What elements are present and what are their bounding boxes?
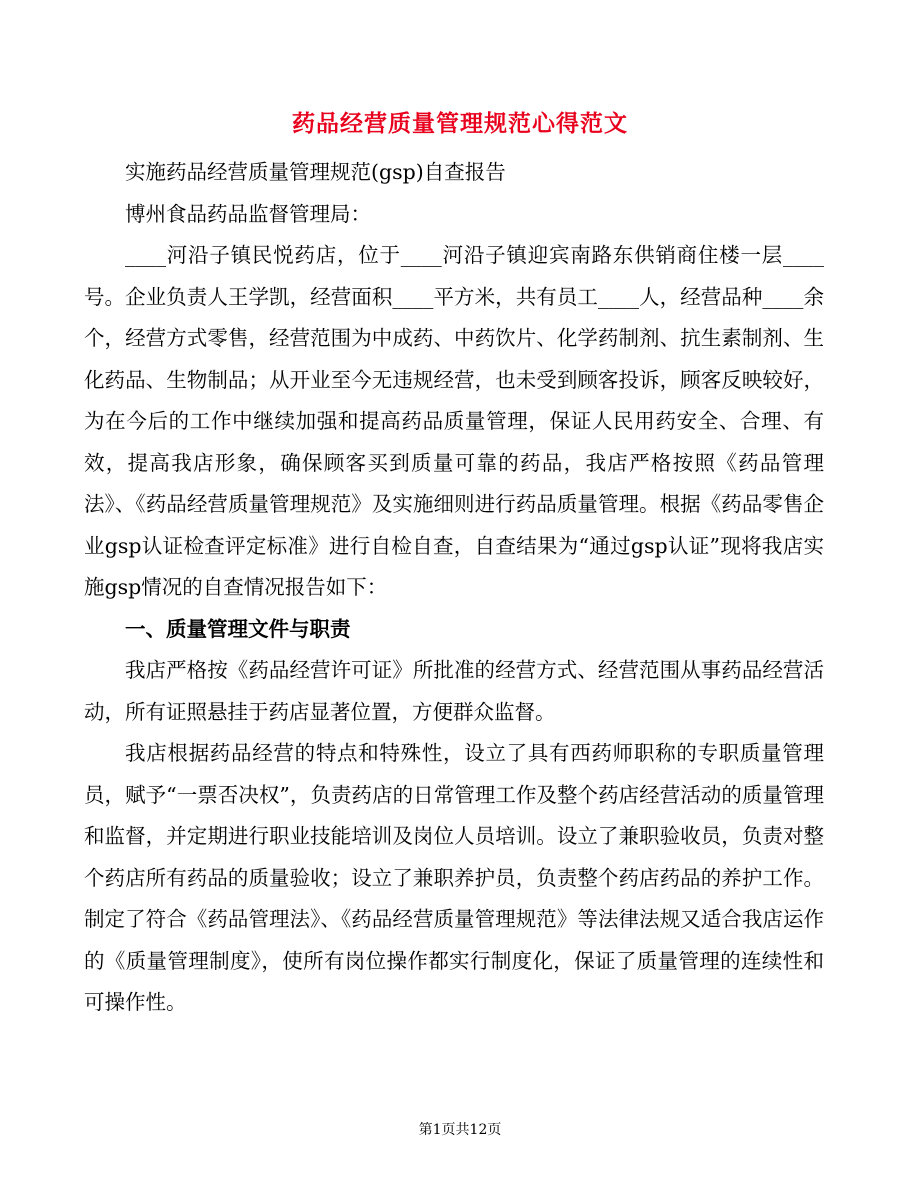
intro-paragraph: ____河沿子镇民悦药店，位于____河沿子镇迎宾南路东供销商住楼一层____号。企业负责人王学凯，经营面积____平方米，共有员工____人，经营品种____余个，经营方式零售，经营范围为中成药、中药饮片、化学药制剂、抗生素制剂、生化药品、生物制品；从开业至今无违规经营，也未受到顾客投诉，顾客反映较好，为在今后的工作中继续加强和提高药品质量管理，保证人民用药安全、合理、有效，提高我店形象，确保顾客买到质量可靠的药品，我店严格按照《药品管理法》、《药品经营质量管理规范》及实施细则进行药品质量管理。根据《药品零售企业gsp认证检查评定标准》进行自检自查，自查结果为“通过gsp认证”现将我店实施gsp情况的自查情况报告如下：: [84, 243, 824, 599]
report-subtitle-paragraph: 实施药品经营质量管理规范(gsp)自查报告: [125, 160, 506, 184]
addressee-paragraph: 博州食品药品监督管理局：: [125, 201, 371, 226]
document-body: [84, 152, 824, 1024]
document-title: 药品经营质量管理规范心得范文: [292, 110, 628, 137]
section-heading: 一、质量管理文件与职责: [125, 616, 351, 641]
body-paragraph: 我店严格按《药品经营许可证》所批准的经营方式、经营范围从事药品经营活动，所有证照悬挂于药店显著位置，方便群众监督。: [84, 658, 824, 724]
page-number-footer: 第1页共12页: [418, 1122, 502, 1138]
body-paragraph: 我店根据药品经营的特点和特殊性，设立了具有西药师职称的专职质量管理员，赋予“一票否决权”，负责药店的日常管理工作及整个药店经营活动的质量管理和监督，并定期进行职业技能培训及岗位人员培训。设立了兼职验收员，负责对整个药店所有药品的质量验收；设立了兼职养护员，负责整个药店药品的养护工作。制定了符合《药品管理法》、《药品经营质量管理规范》等法律法规又适合我店运作的《质量管理制度》，使所有岗位操作都实行制度化，保证了质量管理的连续性和可操作性。: [84, 741, 824, 1014]
